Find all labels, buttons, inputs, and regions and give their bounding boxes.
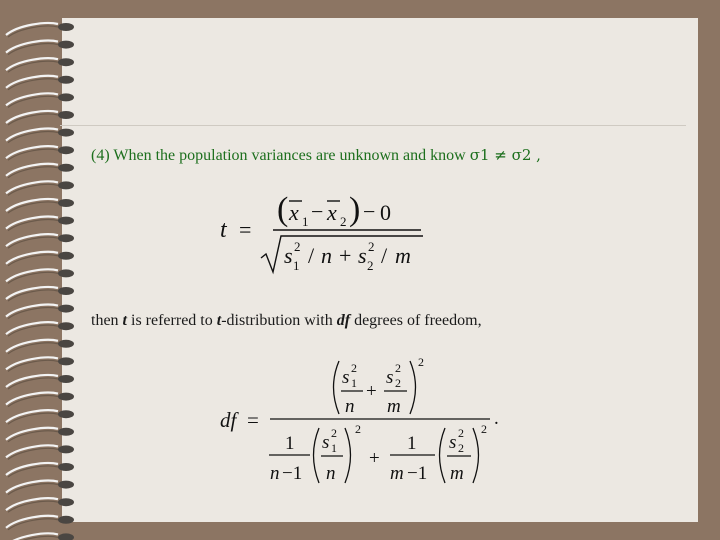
svg-text:(: ( bbox=[277, 191, 289, 228]
binding-ring bbox=[6, 252, 74, 266]
svg-text:1: 1 bbox=[293, 258, 300, 273]
svg-text:−1: −1 bbox=[282, 463, 303, 484]
df-variable: df bbox=[336, 312, 351, 329]
svg-text:+: + bbox=[339, 243, 352, 268]
binding-ring bbox=[6, 111, 74, 125]
svg-text:1: 1 bbox=[302, 214, 309, 229]
svg-text:s: s bbox=[449, 432, 457, 453]
divider-rule bbox=[60, 125, 686, 126]
svg-text:s: s bbox=[386, 367, 394, 388]
df-end-punct: . bbox=[494, 408, 499, 429]
svg-text:n: n bbox=[345, 396, 355, 417]
t-formula-numerator bbox=[277, 191, 391, 229]
svg-text:+: + bbox=[369, 448, 380, 469]
binding-ring bbox=[6, 93, 74, 107]
binding-ring bbox=[6, 146, 74, 160]
then-text-3: -distribution with bbox=[221, 312, 337, 329]
svg-text:s: s bbox=[358, 243, 367, 268]
svg-text:s: s bbox=[322, 432, 330, 453]
df-formula bbox=[215, 345, 515, 495]
df-statement bbox=[91, 312, 482, 330]
svg-text:1: 1 bbox=[351, 376, 357, 390]
then-text-1: then bbox=[91, 312, 123, 329]
then-text-4: degrees of freedom, bbox=[350, 312, 482, 329]
binding-ring bbox=[6, 375, 74, 389]
svg-text:−: − bbox=[311, 199, 324, 224]
then-text-2: is referred to bbox=[127, 312, 217, 329]
binding-ring bbox=[6, 533, 74, 540]
svg-text:2: 2 bbox=[367, 258, 374, 273]
svg-text:s: s bbox=[342, 367, 350, 388]
svg-text:2: 2 bbox=[395, 376, 401, 390]
binding-ring bbox=[6, 340, 74, 354]
binding-ring bbox=[6, 498, 74, 512]
svg-text:2: 2 bbox=[368, 239, 375, 254]
svg-text:2: 2 bbox=[481, 422, 487, 436]
t-variable: t bbox=[122, 312, 127, 329]
svg-text:2: 2 bbox=[340, 214, 347, 229]
svg-text:/: / bbox=[381, 243, 388, 268]
svg-text:/: / bbox=[308, 243, 315, 268]
binding-ring bbox=[6, 269, 74, 283]
binding-ring bbox=[6, 217, 74, 231]
svg-text:0: 0 bbox=[380, 200, 391, 225]
svg-text:): ) bbox=[349, 191, 361, 228]
svg-text:n: n bbox=[270, 463, 280, 484]
svg-text:2: 2 bbox=[331, 426, 337, 440]
binding-ring bbox=[6, 41, 74, 55]
intro-text: (4) When the population variances are unknown and know bbox=[91, 147, 466, 164]
binding-ring bbox=[6, 428, 74, 442]
binding-ring bbox=[6, 58, 74, 72]
svg-text:x: x bbox=[289, 200, 299, 225]
svg-text:−: − bbox=[363, 199, 376, 224]
svg-text:x: x bbox=[327, 200, 337, 225]
t-statistic-formula bbox=[215, 188, 430, 278]
svg-text:m: m bbox=[390, 463, 404, 484]
t-distribution-variable: t bbox=[216, 312, 222, 329]
svg-text:−1: −1 bbox=[407, 463, 428, 484]
sigma-condition: σ1 ≠ σ2 , bbox=[469, 146, 541, 164]
binding-ring bbox=[6, 393, 74, 407]
binding-ring bbox=[6, 305, 74, 319]
svg-text:m: m bbox=[387, 396, 401, 417]
svg-text:1: 1 bbox=[407, 433, 417, 454]
condition-statement bbox=[91, 146, 541, 165]
binding-ring bbox=[6, 481, 74, 495]
binding-ring bbox=[6, 410, 74, 424]
svg-text:2: 2 bbox=[395, 361, 401, 375]
binding-ring bbox=[6, 287, 74, 301]
svg-text:m: m bbox=[395, 243, 411, 268]
binding-ring bbox=[6, 129, 74, 143]
svg-text:n: n bbox=[321, 243, 332, 268]
spiral-binding bbox=[0, 0, 90, 540]
df-formula-numerator bbox=[334, 355, 425, 417]
binding-ring bbox=[6, 76, 74, 90]
df-formula-lhs: df bbox=[220, 408, 237, 432]
binding-ring bbox=[6, 445, 74, 459]
svg-text:2: 2 bbox=[458, 426, 464, 440]
binding-ring bbox=[6, 199, 74, 213]
svg-text:2: 2 bbox=[418, 355, 424, 369]
svg-text:2: 2 bbox=[294, 239, 301, 254]
svg-text:2: 2 bbox=[351, 361, 357, 375]
binding-ring bbox=[6, 322, 74, 336]
svg-text:1: 1 bbox=[285, 433, 295, 454]
svg-text:+: + bbox=[366, 381, 377, 402]
binding-ring bbox=[6, 463, 74, 477]
binding-ring bbox=[6, 164, 74, 178]
binding-ring bbox=[6, 181, 74, 195]
equals-sign: = bbox=[239, 217, 252, 242]
t-formula-denominator bbox=[261, 236, 423, 273]
svg-text:2: 2 bbox=[458, 441, 464, 455]
df-formula-denominator bbox=[269, 422, 487, 484]
binding-ring bbox=[6, 234, 74, 248]
svg-text:m: m bbox=[450, 463, 464, 484]
binding-ring bbox=[6, 516, 74, 530]
binding-ring bbox=[6, 23, 74, 37]
svg-text:2: 2 bbox=[355, 422, 361, 436]
svg-text:1: 1 bbox=[331, 441, 337, 455]
binding-ring bbox=[6, 357, 74, 371]
equals-sign: = bbox=[247, 408, 259, 432]
svg-text:s: s bbox=[284, 243, 293, 268]
svg-text:n: n bbox=[326, 463, 336, 484]
t-formula-lhs: t bbox=[220, 217, 227, 243]
